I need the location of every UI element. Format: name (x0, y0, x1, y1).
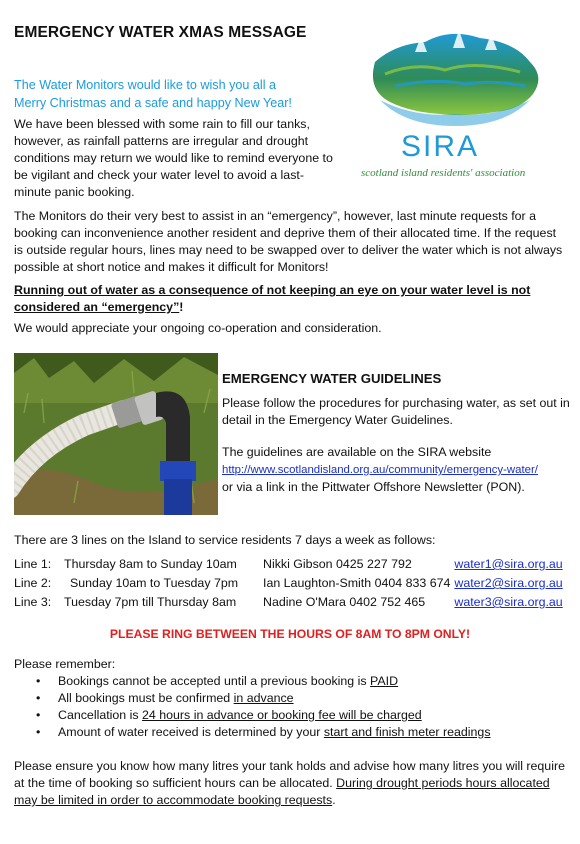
table-row (14, 556, 563, 575)
final-end: . (332, 793, 336, 807)
greeting-line-2: Merry Christmas and a safe and happy New Year! (14, 96, 292, 110)
logo-name: SIRA (401, 130, 480, 163)
line-contact: Nadine O'Mara 0402 752 465 (263, 595, 426, 609)
greeting-line-1: The Water Monitors would like to wish you all a (14, 78, 277, 92)
final-text: Please ensure you know how many litres your tank holds and advise how many litres you will require at the time of booking so sufficient hours can be allocated. (14, 759, 565, 790)
bullet-icon: • (36, 691, 41, 705)
list-item (14, 707, 554, 724)
item-text: Cancellation is (58, 708, 143, 722)
warning-notice (14, 282, 566, 316)
guidelines-or-via: or via a link in the Pittwater Offshore Newsletter (PON). (222, 480, 525, 494)
item-text: Amount of water received is determined by your (58, 725, 324, 739)
page-title: EMERGENCY WATER XMAS MESSAGE (14, 24, 307, 41)
guidelines-intro: Please follow the procedures for purchasing water, as set out in detail in the Emergency Water Guidelines. (222, 396, 570, 427)
list-item (14, 690, 554, 707)
item-underlined: start and finish meter readings (323, 725, 491, 739)
ring-hours-notice: PLEASE RING BETWEEN THE HOURS OF 8AM TO 8PM ONLY! (109, 627, 471, 641)
logo-tagline: scotland island residents' association (361, 167, 526, 179)
line-contact: Nikki Gibson 0425 227 792 (263, 557, 412, 571)
line-label: Line 1: (14, 557, 52, 571)
line-contact: Ian Laughton-Smith 0404 833 674 (263, 576, 451, 590)
bullet-icon: • (36, 708, 41, 722)
monitors-paragraph: The Monitors do their very best to assist in an “emergency”, however, last minute requests for a booking can inconvenience another resident and deprive them of their allocated time. If the request is outside regular hours, lines may need to be swapped over to deliver the water which is not always possible at short notice and makes it difficult for Monitors! (14, 209, 563, 274)
table-row (14, 594, 563, 613)
warning-end: ! (179, 300, 184, 314)
list-item (14, 673, 554, 690)
warning-text: Running out of water as a consequence of not keeping an eye on your water level is not considered an “emergency” (14, 283, 531, 314)
water-pipe-photo (14, 353, 218, 515)
rain-paragraph: We have been blessed with some rain to fill our tanks, however, as rainfall patterns are irregular and drought conditions may return we would like to remind everyone to be vigilant and check your water level to avoid a last-minute panic booking. (14, 117, 333, 199)
line-hours: Sunday 10am to Tuesday 7pm (70, 576, 239, 590)
remember-list (14, 673, 554, 741)
item-underlined: PAID (370, 674, 399, 688)
line-hours: Tuesday 7pm till Thursday 8am (64, 595, 237, 609)
island-icon (373, 30, 538, 126)
bullet-icon: • (36, 674, 41, 688)
guidelines-url-link[interactable]: http://www.scotlandisland.org.au/community/emergency-water/ (222, 464, 538, 476)
item-underlined: 24 hours in advance or booking fee will be charged (142, 708, 422, 722)
service-lines-table (14, 556, 563, 613)
list-item (14, 724, 554, 741)
table-row (14, 575, 563, 594)
line-label: Line 3: (14, 595, 52, 609)
final-underlined: During drought periods hours allocated may be limited in order to accommodate booking requests (14, 776, 550, 807)
item-text: Bookings cannot be accepted until a previous booking is (58, 674, 371, 688)
line-email-link[interactable]: water2@sira.org.au (454, 576, 563, 590)
lines-intro: There are 3 lines on the Island to service residents 7 days a week as follows: (14, 533, 436, 547)
guidelines-availability (222, 444, 570, 496)
line-hours: Thursday 8am to Sunday 10am (64, 557, 237, 571)
line-email-link[interactable]: water3@sira.org.au (454, 595, 563, 609)
cooperation-paragraph: We would appreciate your ongoing co-operation and consideration. (14, 321, 382, 335)
guidelines-available: The guidelines are available on the SIRA website (222, 445, 492, 459)
greeting (14, 76, 314, 112)
line-email-link[interactable]: water1@sira.org.au (454, 557, 563, 571)
remember-label: Please remember: (14, 657, 116, 671)
item-underlined: in advance (233, 691, 294, 705)
final-paragraph (14, 758, 569, 809)
sira-logo (355, 22, 555, 182)
bullet-icon: • (36, 725, 41, 739)
item-text: All bookings must be confirmed (58, 691, 234, 705)
guidelines-title: EMERGENCY WATER GUIDELINES (222, 371, 442, 386)
line-label: Line 2: (14, 576, 52, 590)
